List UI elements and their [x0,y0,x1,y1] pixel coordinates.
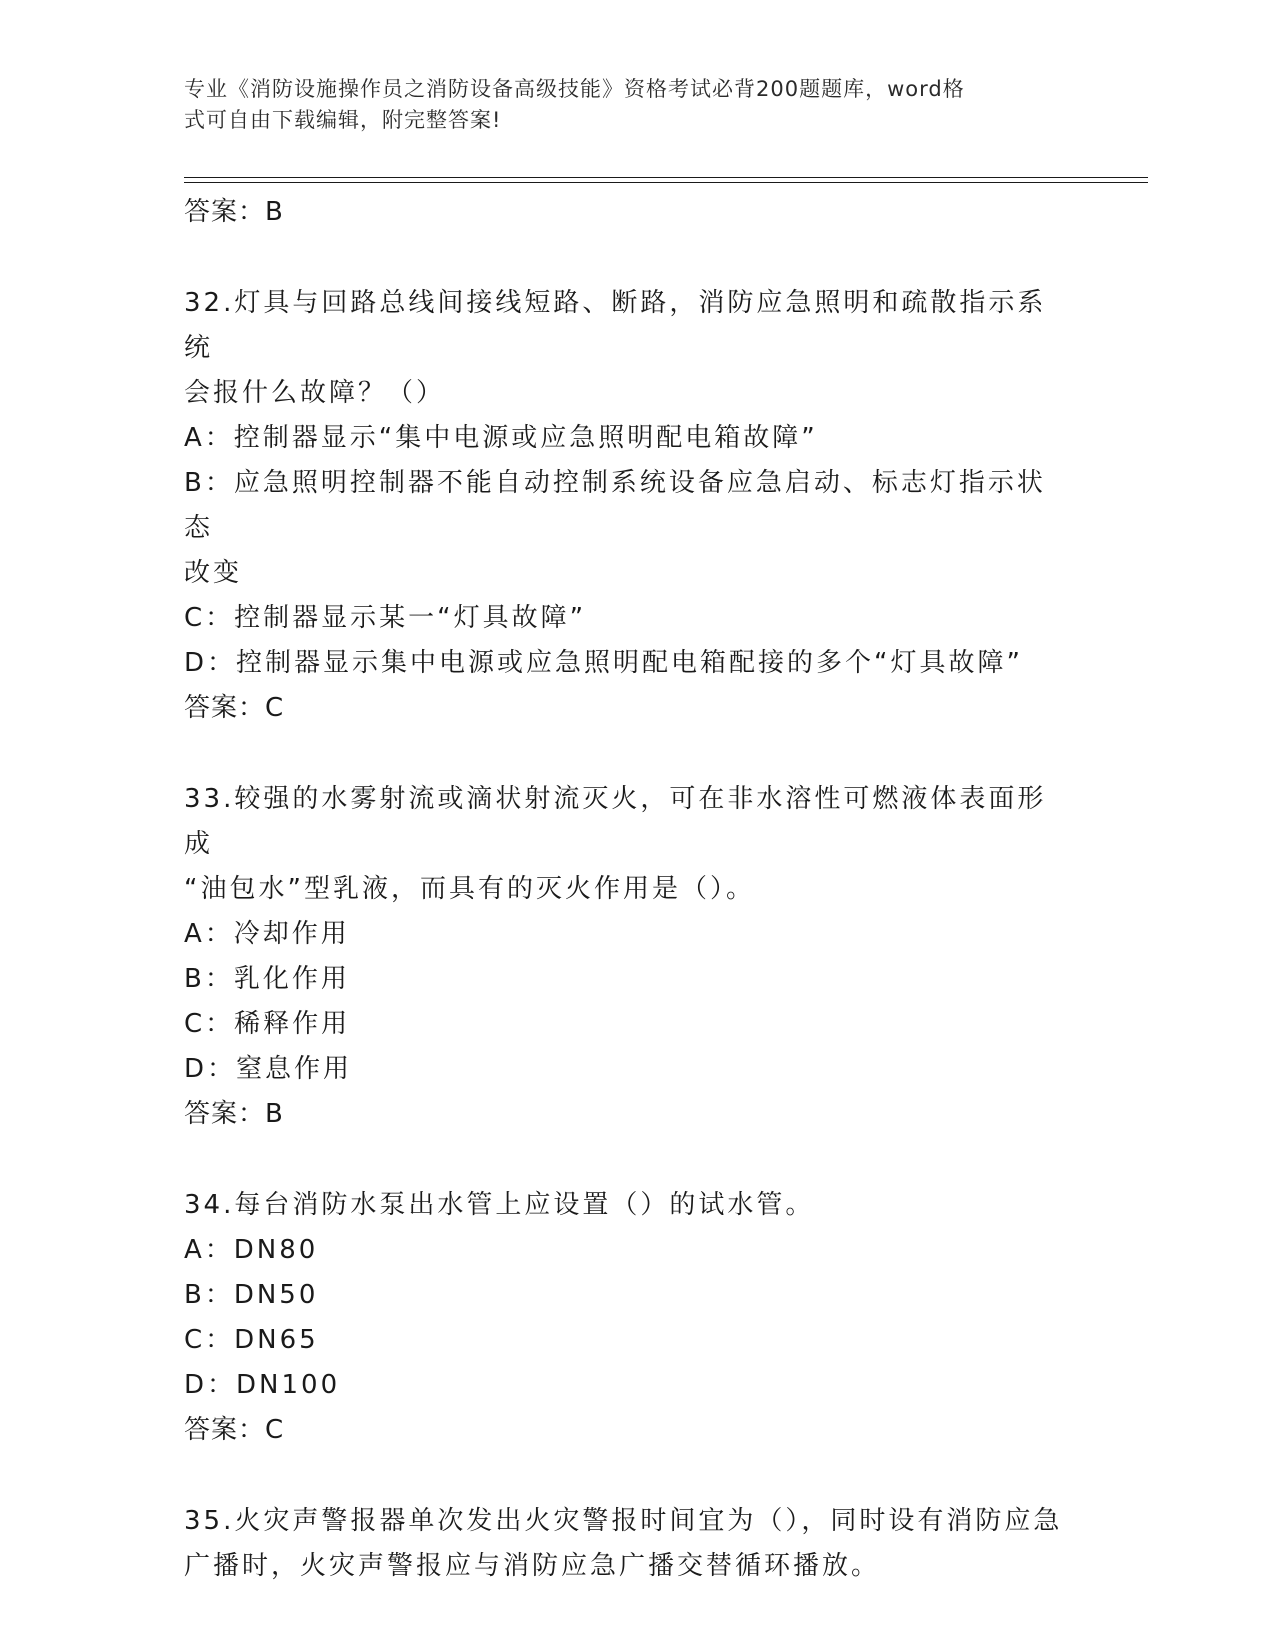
question-33-option-d: D：窒息作用 [184,1054,353,1084]
header-line-1: 专业《消防设施操作员之消防设备高级技能》资格考试必背200题题库，word格 [184,77,965,101]
question-33-stem-line-2: “油包水”型乳液，而具有的灭火作用是（）。 [184,874,755,904]
question-34-stem-line-1: 34.每台消防水泵出水管上应设置（）的试水管。 [184,1190,815,1220]
question-33-stem-line-1: 33.较强的水雾射流或滴状射流灭火，可在非水溶性可燃液体表面形成 [184,784,1047,859]
spacer [184,1137,1064,1183]
question-32-option-c: C：控制器显示某一“灯具故障” [184,603,587,633]
question-32-option-b-line-1: B：应急照明控制器不能自动控制系统设备应急启动、标志灯指示状态 [184,468,1046,543]
spacer [184,235,1064,281]
answer-previous: 答案：B [184,197,284,227]
question-34-answer: 答案：C [184,1415,285,1445]
header-rule-top [184,177,1148,178]
question-32-option-a: A：控制器显示“集中电源或应急照明配电箱故障” [184,423,818,453]
spacer [184,731,1064,777]
document-header [184,74,1064,136]
question-34-option-a: A：DN80 [184,1235,319,1265]
question-34-option-b: B：DN50 [184,1280,319,1310]
question-33-option-b: B：乳化作用 [184,964,350,994]
question-35-stem-line-2: 广播时，火灾声警报应与消防应急广播交替循环播放。 [184,1551,881,1581]
question-32-answer: 答案：C [184,693,285,723]
question-32-stem-line-2: 会报什么故障？（） [184,378,446,408]
question-34-option-c: C：DN65 [184,1325,319,1355]
question-32 [184,281,1064,731]
question-33-answer: 答案：B [184,1099,284,1129]
question-33 [184,777,1064,1137]
question-35 [184,1499,1064,1589]
spacer [184,1453,1064,1499]
question-35-stem-line-1: 35.火灾声警报器单次发出火灾警报时间宜为（），同时设有消防应急 [184,1506,1063,1536]
question-34-option-d: D：DN100 [184,1370,341,1400]
header-rule-bottom [184,182,1148,183]
question-34 [184,1183,1064,1453]
question-33-option-a: A：冷却作用 [184,919,350,949]
question-32-option-b-line-2: 改变 [184,558,243,588]
document-body [184,190,1064,1589]
question-33-option-c: C：稀释作用 [184,1009,351,1039]
header-line-2: 式可自由下载编辑，附完整答案! [184,108,502,132]
question-32-stem-line-1: 32.灯具与回路总线间接线短路、断路，消防应急照明和疏散指示系统 [184,288,1047,363]
question-32-option-d: D：控制器显示集中电源或应急照明配电箱配接的多个“灯具故障” [184,648,1023,678]
